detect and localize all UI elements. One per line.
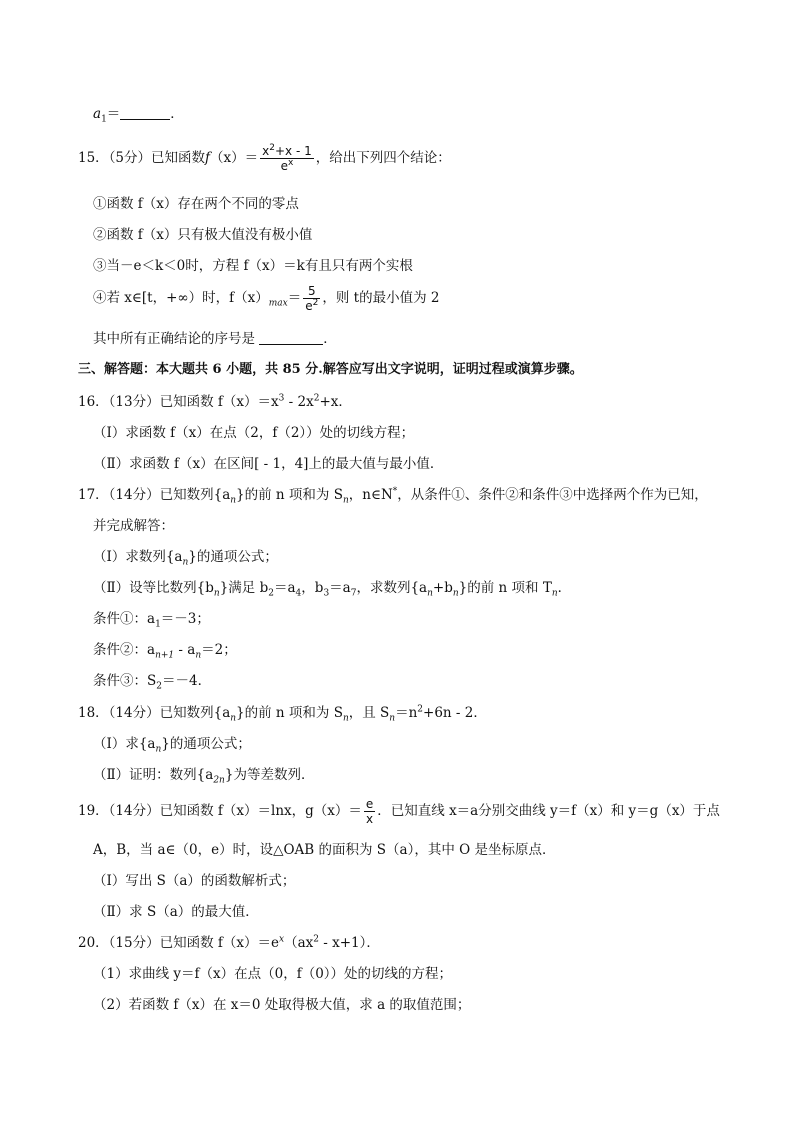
- q17-stem: 17．（14分）已知数列$\{a_n\}$的前 n 项和为 $S_n$，n∈N*，从条件①、条件②和条件③中选择两个作为已知，: [78, 486, 708, 506]
- q17-stem-cont: 并完成解答：: [93, 518, 174, 534]
- q17-condition-3: 条件③：$S_2=-4$．: [93, 673, 212, 692]
- q20-stem: 20．（15分）已知函数 $f(x)=e^x(ax^2 - x+1)$．: [78, 934, 380, 951]
- q15-conclusion-1: ①函数 f（x）存在两个不同的零点: [93, 196, 299, 212]
- q20-part-1: （1）求曲线 y＝f（x）在点（0，f（0））处的切线的方程；: [93, 966, 453, 982]
- q19-stem: 19．（14分）已知函数 f（x）＝lnx，g（x）＝ $\frac{e}{x}$ ．已知直线 x＝a分别交曲线 y＝f（x）和 y＝g（x）于点: [78, 797, 720, 826]
- q15-c4-fraction: $\frac{5}{e^2}$: [305, 284, 319, 313]
- q16-part-2: （Ⅱ）求函数 f（x）在区间[ - 1，4]上的最大值与最小值．: [93, 456, 444, 472]
- q15-conclusion-3: ③当－e＜k＜0时，方程 f（x）＝k有且只有两个实根: [93, 258, 413, 274]
- answer-blank[interactable]: [120, 106, 170, 120]
- q19-part-1: （Ⅰ）写出 S（a）的函数解析式；: [93, 873, 296, 889]
- q17-condition-2: 条件②：$a_{n+1} - a_n=2$；: [93, 642, 237, 661]
- q15-fraction: $\frac{x^2+x - 1}{e^x}$: [262, 143, 312, 173]
- q19-fraction: $\frac{e}{x}$: [365, 797, 374, 826]
- q18-part-2: （Ⅱ）证明：数列$\{a_{2n}\}$为等差数列．: [93, 767, 315, 786]
- q18-part-1: （Ⅰ）求$\{a_n\}$的通项公式；: [93, 736, 251, 755]
- q17-condition-1: 条件①：$a_1=-3$；: [93, 611, 210, 630]
- section-3-heading: 三、解答题：本大题共 6 小题，共 85 分.解答应写出文字说明，证明过程或演算步骤。: [78, 362, 583, 377]
- q15-conclusion-2: ②函数 f（x）只有极大值没有极小值: [93, 227, 313, 243]
- q15-stem: 15．（5分）已知函数f（x）＝ $\frac{x^2+x - 1}{e^x}$ ，给出下列四个结论：: [78, 143, 451, 173]
- q16-stem: 16．（13分）已知函数 $f(x)=x^3 - 2x^2+x$．: [78, 393, 352, 410]
- q14-answer-line: $a_1=$ ．: [93, 106, 184, 125]
- q20-part-2: （2）若函数 f（x）在 x＝0 处取得极大值，求 a 的取值范围；: [93, 997, 471, 1013]
- q15-question: 其中所有正确结论的序号是 ．: [93, 331, 337, 347]
- q18-stem: 18．（14分）已知数列$\{a_n\}$的前 n 项和为 $S_n$，且 $S_n=n^2+6n - 2$．: [78, 704, 487, 724]
- q16-part-1: （Ⅰ）求函数 f（x）在点（2，f（2））处的切线方程；: [93, 425, 415, 441]
- q17-part-2: （Ⅱ）设等比数列$\{b_n\}$满足 $b_2=a_4$，$b_3=a_7$，求数列$\{a_n+b_n\}$的前 n 项和 $T_n$．: [93, 580, 572, 599]
- q19-stem-cont: A，B，当 a∈（0，e）时，设△OAB 的面积为 S（a），其中 O 是坐标原点．: [93, 842, 556, 858]
- q17-part-1: （Ⅰ）求数列$\{a_n\}$的通项公式；: [93, 549, 278, 568]
- q19-part-2: （Ⅱ）求 S（a）的最大值．: [93, 904, 259, 920]
- q15-conclusion-4: ④若 x∈[t，+∞）时，$f(x)_{max}=$ $\frac{5}{e^2}$ ，则 t的最小值为 2: [93, 284, 440, 313]
- answer-blank[interactable]: [259, 331, 323, 345]
